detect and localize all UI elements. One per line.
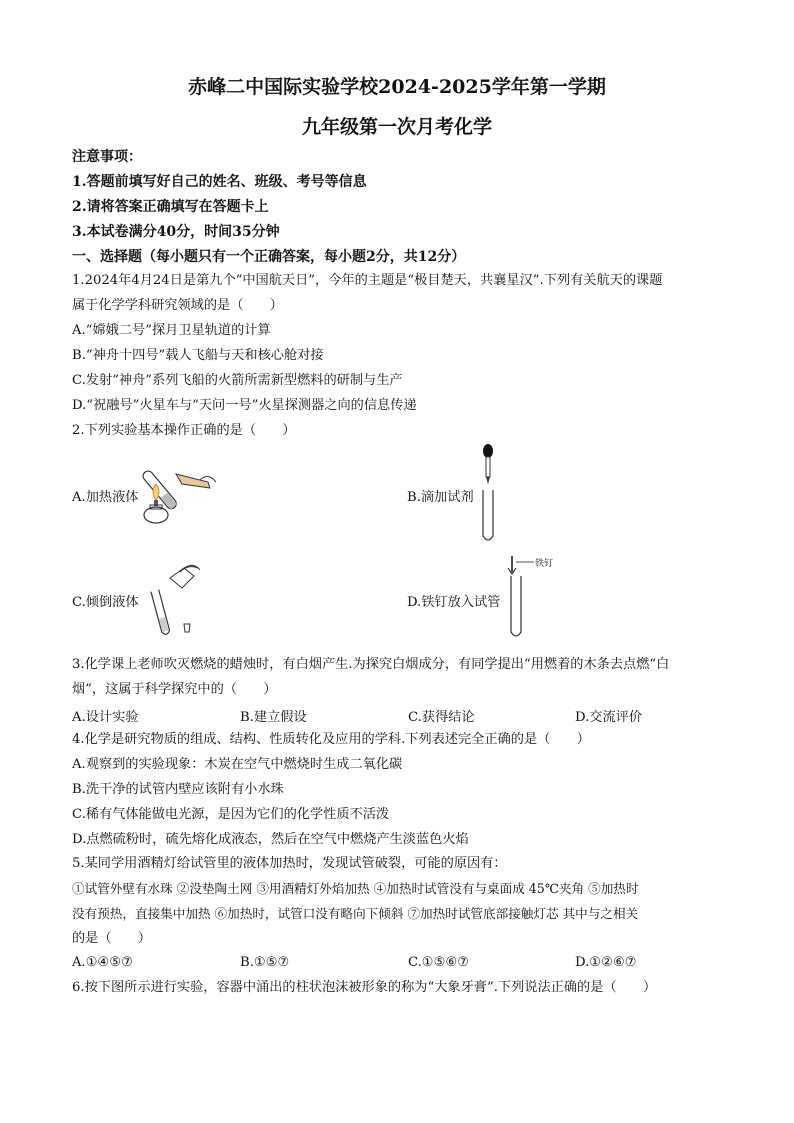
note-item-2: 2.请将答案正确填写在答题卡上	[72, 199, 269, 215]
q5-line3: 没有预热，直接集中加热 ⑥加热时，试管口没有略向下倾斜 ⑦加热时试管底部接触灯芯 其中与之相关	[72, 906, 639, 921]
note-item-3: 3.本试卷满分40分，时间35分钟	[72, 224, 280, 240]
q5-option-c: C.①⑤⑥⑦	[408, 955, 470, 970]
heating-liquid-figure	[138, 452, 218, 532]
q3-option-b: B.建立假设	[240, 710, 307, 725]
q4-stem: 4.化学是研究物质的组成、结构、性质转化及应用的学科.下列表述完全正确的是（ ）	[72, 732, 590, 747]
exam-title: 赤峰二中国际实验学校2024-2025学年第一学期	[188, 76, 606, 98]
q1-option-c: C.发射“神舟”系列飞船的火箭所需新型燃料的研制与生产	[72, 373, 403, 388]
q5-stem: 5.某同学用酒精灯给试管里的液体加热时，发现试管破裂，可能的原因有：	[72, 856, 507, 871]
q1-stem-line1: 1.2024年4月24日是第九个“中国航天日”，今年的主题是“极目楚天，共襄星汉”.下列有关航天的课题	[72, 273, 663, 288]
dropper-figure	[476, 444, 506, 546]
q5-option-b: B.①⑤⑦	[240, 955, 290, 970]
q2-option-d: D.铁钉放入试管	[407, 595, 501, 610]
q5-line2: ①试管外壁有水珠 ②没垫陶土网 ③用酒精灯外焰加热 ④加热时试管没有与桌面成 45℃夹角 ⑤加热时	[72, 881, 639, 896]
q4-option-b: B.洗干净的试管内壁应该附有小水珠	[72, 782, 284, 797]
q1-option-b: B.“神舟十四号”载人飞船与天和核心舱对接	[72, 348, 324, 363]
notes-heading: 注意事项：	[72, 149, 142, 165]
q4-option-a: A.观察到的实验现象：木炭在空气中燃烧时生成二氧化碳	[72, 757, 403, 772]
q3-option-a: A.设计实验	[72, 710, 139, 725]
q2-option-b: B.滴加试剂	[407, 490, 474, 505]
q3-stem-line2: 烟”，这属于科学探究中的（ ）	[72, 682, 277, 697]
q2-option-c: C.倾倒液体	[72, 595, 139, 610]
q5-line4: 的是（ ）	[72, 931, 152, 946]
q4-option-c: C.稀有气体能做电光源，是因为它们的化学性质不活泼	[72, 807, 390, 822]
q2-option-a: A.加热液体	[72, 490, 139, 505]
note-item-1: 1.答题前填写好自己的姓名、班级、考号等信息	[72, 174, 367, 190]
q2-stem: 2.下列实验基本操作正确的是（ ）	[72, 423, 296, 438]
q3-option-c: C.获得结论	[408, 710, 475, 725]
q1-stem-line2: 属于化学学科研究领域的是（ ）	[72, 298, 283, 313]
q5-option-a: A.①④⑤⑦	[72, 955, 134, 970]
section-heading-choice: 一、选择题（每小题只有一个正确答案，每小题2分，共12分）	[72, 249, 466, 265]
q4-option-d: D.点燃硫粉时，硫先熔化成液态，然后在空气中燃烧产生淡蓝色火焰	[72, 832, 469, 847]
nail-label: 铁钉	[535, 559, 554, 569]
q3-stem-line1: 3.化学课上老师吹灭燃烧的蜡烛时，有白烟产生.为探究白烟成分，有同学提出“用燃着的木条去点燃“白	[72, 657, 670, 672]
q1-option-a: A.“嫦娥二号”探月卫星轨道的计算	[72, 323, 271, 338]
pouring-liquid-figure	[140, 560, 202, 640]
q5-option-d: D.①②⑥⑦	[575, 955, 637, 970]
q3-option-d: D.交流评价	[575, 710, 643, 725]
iron-nail-figure	[494, 554, 554, 642]
q6-stem: 6.按下图所示进行实验，容器中涌出的柱状泡沫被形象的称为“大象牙膏”.下列说法正确的是（ ）	[72, 980, 657, 995]
exam-subtitle: 九年级第一次月考化学	[301, 116, 492, 138]
q1-option-d: D.“祝融号”火星车与“天问一号”火星探测器之向的信息传递	[72, 398, 417, 413]
